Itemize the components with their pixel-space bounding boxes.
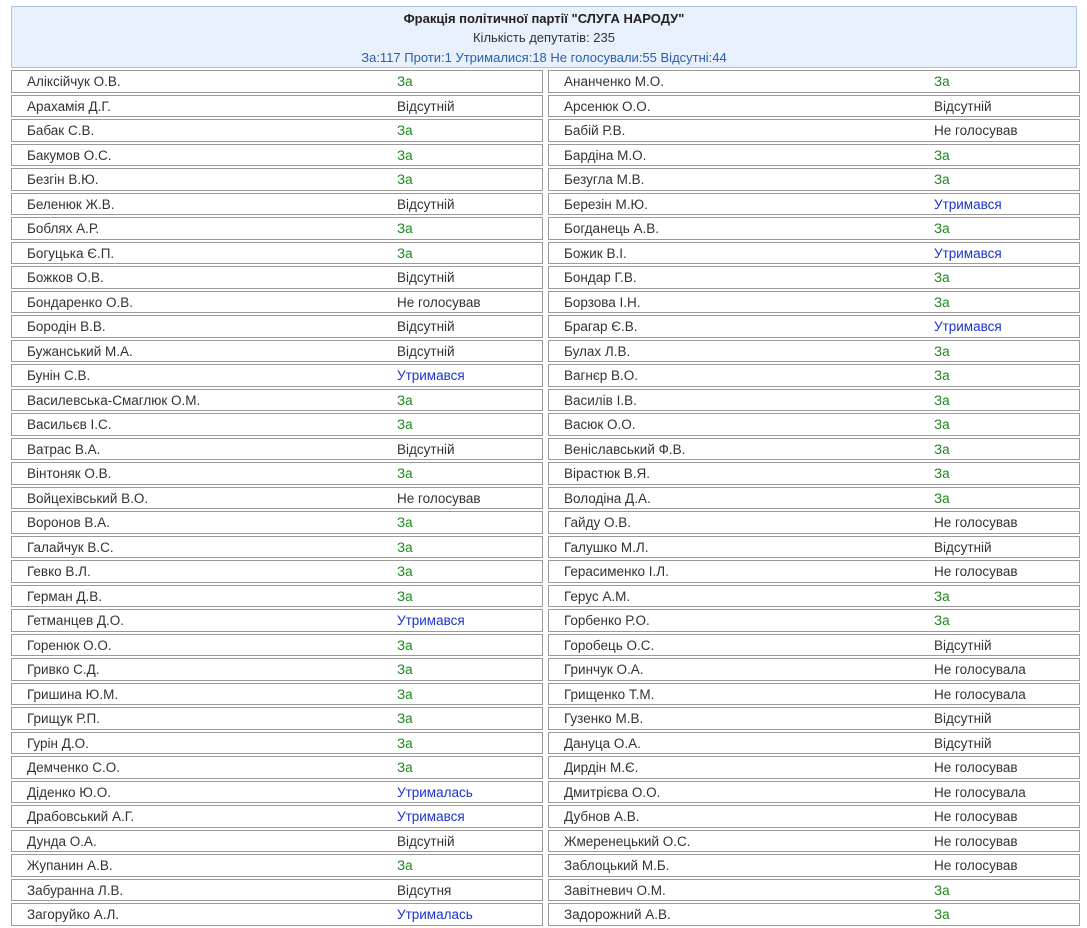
deputy-row bbox=[11, 266, 543, 289]
deputy-name: Дмитрієва О.О. bbox=[564, 784, 661, 800]
deputy-name: Гевко В.Л. bbox=[27, 564, 91, 579]
deputy-vote: За bbox=[397, 564, 413, 579]
deputy-name: Арсенюк О.О. bbox=[564, 98, 651, 114]
deputy-vote: Відсутній bbox=[934, 637, 992, 653]
deputy-name: Бородін В.В. bbox=[27, 319, 106, 334]
deputy-name: Бабак С.В. bbox=[27, 123, 95, 138]
deputy-vote: За bbox=[934, 613, 950, 628]
deputy-row bbox=[11, 462, 543, 485]
deputy-vote: Не голосував bbox=[397, 490, 481, 506]
deputy-row bbox=[548, 217, 1080, 240]
deputy-row bbox=[11, 168, 543, 191]
deputy-name: Дирдін М.Є. bbox=[564, 760, 639, 775]
deputy-name: Веніславський Ф.В. bbox=[564, 441, 686, 457]
deputy-row bbox=[11, 340, 543, 363]
deputy-row bbox=[548, 462, 1080, 485]
deputy-vote: Не голосував bbox=[934, 833, 1018, 849]
deputy-row bbox=[11, 756, 543, 779]
deputy-row bbox=[11, 805, 543, 828]
deputy-vote: За bbox=[934, 343, 950, 359]
deputy-row bbox=[11, 732, 543, 755]
deputy-row bbox=[548, 413, 1080, 436]
deputy-name: Бондаренко О.В. bbox=[27, 294, 134, 310]
deputy-row bbox=[11, 903, 543, 926]
deputy-vote: Утримався bbox=[397, 809, 465, 824]
deputy-name: Беленюк Ж.В. bbox=[27, 196, 115, 212]
deputy-row bbox=[11, 536, 543, 559]
deputy-vote: Утримався bbox=[934, 196, 1002, 212]
deputy-name: Арахамія Д.Г. bbox=[27, 98, 111, 114]
deputy-row bbox=[11, 364, 543, 387]
deputy-name: Вінтоняк О.В. bbox=[27, 466, 112, 481]
deputy-row bbox=[11, 242, 543, 265]
deputy-name: Булах Л.В. bbox=[564, 343, 631, 359]
deputy-vote: За bbox=[934, 882, 950, 898]
deputy-name: Безугла М.В. bbox=[564, 172, 645, 187]
deputy-vote: За bbox=[934, 490, 950, 506]
deputy-name: Гетманцев Д.О. bbox=[27, 613, 125, 628]
deputy-vote: За bbox=[397, 221, 413, 236]
deputy-row bbox=[548, 389, 1080, 412]
faction-header bbox=[11, 6, 1077, 68]
deputy-name: Воронов В.А. bbox=[27, 515, 110, 530]
deputy-row bbox=[548, 315, 1080, 338]
deputy-name: Ананченко М.О. bbox=[564, 74, 664, 89]
deputy-vote: За bbox=[397, 392, 413, 408]
deputy-vote: Відсутній bbox=[397, 196, 455, 212]
deputy-name: Бунін С.В. bbox=[27, 368, 91, 383]
deputy-vote: Відсутня bbox=[397, 882, 452, 898]
deputy-name: Богданець А.В. bbox=[564, 221, 660, 236]
deputy-row bbox=[11, 70, 543, 93]
deputy-row bbox=[11, 609, 543, 632]
deputy-vote: Утримався bbox=[934, 245, 1002, 261]
deputy-vote: Не голосувала bbox=[934, 686, 1026, 702]
deputy-count: Кількість депутатів: 235 bbox=[472, 30, 615, 45]
deputy-name: Гринчук О.А. bbox=[564, 662, 644, 677]
deputy-name: Завітневич О.М. bbox=[564, 882, 666, 898]
deputy-vote: За bbox=[934, 907, 950, 922]
deputy-row bbox=[548, 830, 1080, 853]
deputy-row bbox=[548, 732, 1080, 755]
deputy-vote: Відсутній bbox=[934, 539, 992, 555]
deputy-name: Герус А.М. bbox=[564, 588, 631, 604]
deputy-row bbox=[548, 634, 1080, 657]
deputy-vote: За bbox=[397, 711, 413, 726]
deputy-vote: За bbox=[934, 466, 950, 481]
deputy-row bbox=[548, 70, 1080, 93]
deputy-vote: Не голосувала bbox=[934, 662, 1026, 677]
deputy-name: Галайчук В.С. bbox=[27, 539, 114, 555]
deputy-row bbox=[11, 585, 543, 608]
deputy-vote: За bbox=[934, 74, 950, 89]
left-column bbox=[11, 70, 543, 928]
deputy-vote: За bbox=[934, 147, 950, 163]
deputy-name: Гривко С.Д. bbox=[27, 662, 100, 677]
deputy-row bbox=[11, 683, 543, 706]
deputy-name: Загоруйко А.Л. bbox=[27, 907, 120, 922]
deputy-name: Березін М.Ю. bbox=[564, 196, 648, 212]
deputy-name: Володіна Д.А. bbox=[564, 490, 651, 506]
deputy-row bbox=[11, 879, 543, 902]
deputy-vote: Відсутній bbox=[397, 98, 455, 114]
deputy-name: Горобець О.С. bbox=[564, 637, 655, 653]
deputy-name: Боблях А.Р. bbox=[27, 221, 100, 236]
deputy-vote: За bbox=[934, 294, 950, 310]
deputy-row bbox=[11, 144, 543, 167]
deputy-row bbox=[548, 585, 1080, 608]
deputy-row bbox=[11, 315, 543, 338]
deputy-row bbox=[548, 805, 1080, 828]
deputy-row bbox=[548, 340, 1080, 363]
deputy-row bbox=[548, 193, 1080, 216]
deputy-vote: За bbox=[934, 588, 950, 604]
deputy-name: Васюк О.О. bbox=[564, 417, 636, 432]
deputy-vote: За bbox=[934, 270, 950, 285]
deputy-vote: За bbox=[934, 221, 950, 236]
deputy-vote: Відсутній bbox=[397, 343, 455, 359]
deputy-vote: За bbox=[397, 172, 413, 187]
deputy-name: Дубнов А.В. bbox=[564, 809, 640, 824]
deputy-row bbox=[11, 95, 543, 118]
deputy-name: Жмеренецький О.С. bbox=[564, 833, 691, 849]
deputy-vote: За bbox=[397, 637, 413, 653]
deputy-row bbox=[11, 830, 543, 853]
deputy-name: Грищенко Т.М. bbox=[564, 686, 655, 702]
deputy-vote: Відсутній bbox=[397, 270, 455, 285]
right-column bbox=[548, 70, 1080, 928]
deputy-row bbox=[548, 854, 1080, 877]
deputy-row bbox=[548, 683, 1080, 706]
deputy-vote: За bbox=[397, 662, 413, 677]
deputy-name: Гайду О.В. bbox=[564, 515, 631, 530]
deputy-vote: Утримався bbox=[934, 319, 1002, 334]
deputy-row bbox=[548, 364, 1080, 387]
vote-summary: За:117 Проти:1 Утрималися:18 Не голосували:55 Відсутні:44 bbox=[361, 50, 727, 65]
deputy-row bbox=[11, 634, 543, 657]
deputy-row bbox=[548, 658, 1080, 681]
deputy-vote: Не голосував bbox=[934, 809, 1018, 824]
deputy-vote: Утримався bbox=[397, 368, 465, 383]
deputy-row bbox=[548, 903, 1080, 926]
deputy-vote: За bbox=[397, 588, 413, 604]
deputy-vote: За bbox=[934, 368, 950, 383]
deputy-name: Бондар Г.В. bbox=[564, 270, 637, 285]
deputy-vote: Не голосував bbox=[397, 294, 481, 310]
deputy-row bbox=[11, 193, 543, 216]
deputy-row bbox=[548, 707, 1080, 730]
deputy-name: Брагар Є.В. bbox=[564, 319, 638, 334]
deputy-name: Гришина Ю.М. bbox=[27, 686, 119, 702]
deputy-vote: Не голосував bbox=[934, 564, 1018, 579]
deputy-vote: За bbox=[934, 417, 950, 432]
deputy-row bbox=[548, 609, 1080, 632]
deputy-vote: Утрималась bbox=[397, 784, 473, 800]
deputy-name: Аліксійчук О.В. bbox=[27, 74, 121, 89]
deputy-row bbox=[548, 438, 1080, 461]
deputy-name: Задорожний А.В. bbox=[564, 907, 671, 922]
deputy-row bbox=[548, 168, 1080, 191]
deputy-name: Демченко С.О. bbox=[27, 760, 120, 775]
deputy-vote: За bbox=[397, 686, 413, 702]
deputy-name: Бакумов О.С. bbox=[27, 147, 112, 163]
deputy-vote: Утримався bbox=[397, 613, 465, 628]
deputy-name: Василів І.В. bbox=[564, 392, 637, 408]
deputy-row bbox=[11, 658, 543, 681]
deputy-vote: Не голосувала bbox=[934, 784, 1026, 800]
deputy-name: Богуцька Є.П. bbox=[27, 245, 115, 261]
deputy-row bbox=[11, 389, 543, 412]
deputy-row bbox=[11, 487, 543, 510]
deputy-row bbox=[548, 291, 1080, 314]
deputy-vote: За bbox=[397, 245, 413, 261]
deputy-name: Діденко Ю.О. bbox=[27, 784, 111, 800]
deputy-vote: Відсутній bbox=[397, 319, 455, 334]
deputy-vote: За bbox=[397, 74, 413, 89]
deputy-row bbox=[11, 291, 543, 314]
deputy-vote: Не голосував bbox=[934, 760, 1018, 775]
deputy-name: Герман Д.В. bbox=[27, 588, 103, 604]
deputy-name: Драбовський А.Г. bbox=[27, 809, 135, 824]
deputy-vote: За bbox=[397, 123, 413, 138]
deputy-vote: За bbox=[397, 515, 413, 530]
deputy-vote: За bbox=[397, 466, 413, 481]
deputy-row bbox=[11, 707, 543, 730]
deputy-vote: За bbox=[397, 760, 413, 775]
deputy-vote: Відсутній bbox=[397, 833, 455, 849]
deputy-row bbox=[548, 511, 1080, 534]
deputy-name: Жупанин А.В. bbox=[27, 858, 113, 873]
deputy-name: Бабій Р.В. bbox=[564, 123, 626, 138]
deputy-vote: Не голосував bbox=[934, 123, 1018, 138]
deputy-name: Борзова І.Н. bbox=[564, 294, 641, 310]
deputy-name: Василевська-Смаглюк О.М. bbox=[27, 392, 201, 408]
deputy-name: Войцехівський В.О. bbox=[27, 490, 149, 506]
faction-title: Фракція політичної партії "СЛУГА НАРОДУ" bbox=[403, 11, 685, 26]
deputy-row bbox=[548, 756, 1080, 779]
deputy-name: Грищук Р.П. bbox=[27, 711, 100, 726]
deputy-row bbox=[548, 95, 1080, 118]
deputy-vote: За bbox=[934, 441, 950, 457]
deputy-row bbox=[11, 217, 543, 240]
deputy-vote: За bbox=[934, 172, 950, 187]
deputy-name: Божков О.В. bbox=[27, 270, 104, 285]
deputy-name: Безгін В.Ю. bbox=[27, 172, 99, 187]
deputy-name: Гузенко М.В. bbox=[564, 711, 644, 726]
deputy-vote: Не голосував bbox=[934, 515, 1018, 530]
deputy-row bbox=[548, 560, 1080, 583]
deputy-vote: За bbox=[934, 392, 950, 408]
deputy-name: Вагнєр В.О. bbox=[564, 368, 639, 383]
deputy-vote: Відсутній bbox=[397, 441, 455, 457]
deputy-row bbox=[548, 144, 1080, 167]
deputy-name: Бардіна М.О. bbox=[564, 147, 647, 163]
deputy-row bbox=[11, 511, 543, 534]
deputy-row bbox=[548, 879, 1080, 902]
deputy-row bbox=[548, 119, 1080, 142]
deputy-vote: Відсутній bbox=[934, 711, 992, 726]
deputy-name: Горбенко Р.О. bbox=[564, 613, 650, 628]
deputy-row bbox=[11, 413, 543, 436]
deputy-row bbox=[11, 119, 543, 142]
deputy-vote: Відсутній bbox=[934, 735, 992, 751]
deputy-vote: За bbox=[397, 147, 413, 163]
deputy-name: Божик В.І. bbox=[564, 245, 627, 261]
deputy-vote: За bbox=[397, 858, 413, 873]
deputy-name: Заблоцький М.Б. bbox=[564, 858, 670, 873]
deputy-vote: За bbox=[397, 417, 413, 432]
deputy-name: Бужанський М.А. bbox=[27, 343, 133, 359]
deputy-vote: Утрималась bbox=[397, 907, 473, 922]
deputy-name: Гурін Д.О. bbox=[27, 735, 89, 751]
deputy-vote: За bbox=[397, 539, 413, 555]
deputy-name: Дунда О.А. bbox=[27, 833, 97, 849]
deputy-row bbox=[548, 266, 1080, 289]
deputy-vote: Не голосував bbox=[934, 858, 1018, 873]
deputy-row bbox=[11, 781, 543, 804]
deputy-row bbox=[548, 536, 1080, 559]
deputy-row bbox=[548, 487, 1080, 510]
deputy-name: Васильєв І.С. bbox=[27, 417, 112, 432]
deputy-name: Галушко М.Л. bbox=[564, 539, 649, 555]
deputy-row bbox=[548, 781, 1080, 804]
deputy-vote: За bbox=[397, 735, 413, 751]
deputy-name: Герасименко І.Л. bbox=[564, 564, 669, 579]
deputy-vote: Відсутній bbox=[934, 98, 992, 114]
deputy-name: Ватрас В.А. bbox=[27, 441, 101, 457]
deputy-row bbox=[11, 438, 543, 461]
deputy-name: Забуранна Л.В. bbox=[27, 882, 124, 898]
deputy-name: Горенюк О.О. bbox=[27, 637, 112, 653]
deputy-row bbox=[11, 560, 543, 583]
deputy-name: Вірастюк В.Я. bbox=[564, 466, 650, 481]
deputy-row bbox=[548, 242, 1080, 265]
deputy-row bbox=[11, 854, 543, 877]
deputy-name: Дануца О.А. bbox=[564, 735, 641, 751]
